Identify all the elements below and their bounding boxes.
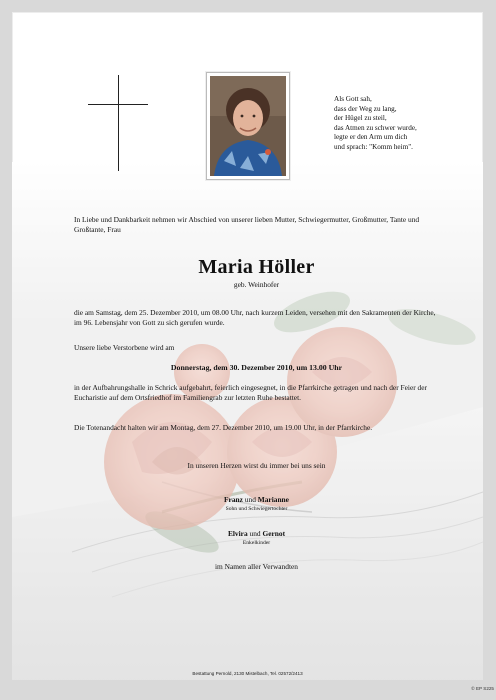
mourner-name: Franz — [224, 495, 243, 504]
cross-icon — [118, 75, 119, 171]
mourner-names — [74, 495, 439, 505]
poem-line: das Atmen zu schwer wurde, — [334, 123, 417, 132]
poem-line: dass der Weg zu lang, — [334, 104, 397, 113]
mourner-and: und — [244, 495, 256, 504]
heart-line: In unseren Herzen wirst du immer bei uns sein — [187, 461, 326, 470]
poem-line: Als Gott sah, — [334, 95, 372, 103]
mourner-names — [74, 529, 439, 539]
poem-line: der Hügel zu steil, — [334, 114, 387, 123]
funeral-date: Donnerstag, dem 30. Dezember 2010, um 13.00 Uhr — [170, 363, 343, 372]
mourner-relation: Enkelkinder — [242, 540, 271, 546]
closing-text: im Namen aller Verwandten — [215, 562, 298, 571]
obituary-card — [12, 12, 483, 680]
cross-icon-bar — [88, 104, 148, 105]
mourner-name: Marianne — [257, 495, 289, 504]
intro-text: In Liebe und Dankbarkeit nehmen wir Abschied von unserer lieben Mutter, Schwiegermutter, Großmutter, Tante und Großtante, Frau — [74, 215, 420, 235]
poem-line: legte er den Arm um dich — [334, 133, 408, 142]
deceased-name: Maria Höller — [198, 256, 315, 278]
birth-name: geb. Weinhofer — [233, 280, 280, 289]
product-code: © EP S225 — [471, 686, 494, 691]
farewell-intro: Unsere liebe Verstorbene wird am — [74, 343, 175, 352]
mourner-relation: Sohn und Schwiegertochter — [225, 506, 288, 512]
mourner-and: und — [249, 529, 261, 538]
mourner-name: Elvira — [227, 529, 248, 538]
portrait-frame — [206, 72, 290, 180]
funeral-text: in der Aufbahrungshalle in Schrick aufgebahrt, feierlich eingesegnet, in die Pfarrkirche getragen und nach der Feier der Eucharistie auf dem Ortsfriedhof im Familiengrab zur letzten Ruhe bestattet. — [74, 383, 427, 403]
poem-line: und sprach: "Komm heim". — [334, 142, 413, 151]
death-text: die am Samstag, dem 25. Dezember 2010, um 08.00 Uhr, nach kurzem Leiden, versehen mit den Sakramenten der Kirche, im 96. Lebensjahr von Gott zu sich gerufen wurde. — [74, 308, 436, 328]
poem — [334, 95, 417, 153]
vigil-text: Die Totenandacht halten wir am Montag, dem 27. Dezember 2010, um 19.00 Uhr, in der Pfarrkirche. — [74, 423, 373, 432]
footer-undertaker: Bestattung Pernold, 2130 Mistelbach, Tel. 02572/2413 — [192, 671, 303, 676]
portrait-photo — [210, 76, 286, 176]
mourner-name: Gernot — [262, 529, 286, 538]
